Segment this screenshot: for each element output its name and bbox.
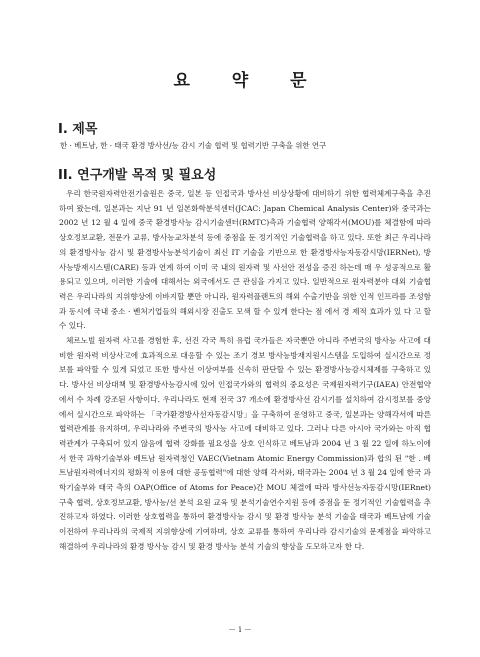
subject-text: 한 · 베트남, 한 · 태국 환경 방사선/능 감시 기술 협력 및 협력기반 구축을 위한 연구 — [60, 141, 327, 150]
purpose-body — [59, 187, 431, 555]
section-heading-subject: I. 제목 — [58, 122, 98, 137]
paragraph: 우리 한국원자력안전기술원은 중국, 일본 등 인접국과 방사선 비상상황에 대비하기 위한 협력체계구축을 추진하여 왔는데, 일본과는 지난 91 년 일본화학분석센터(JCAC: Japan Chemical Analysis Center)와 중국과는 2002 년 12 월 4 일에 중국 환경방사능 감시기술센터(RMTC)측과 기술협력 양해각서(MOU)를 체결함에 따라 상호정보교환, 전문가 교류, 방사능교차분석 등에 중점을 둔 정기적인 기술협력을 하고 있다. 또한 최근 우리나라의 환경방사능 감시 및 환경방사능분석기술이 최신 IT 기술을 기반으로 한 환경방사능자동감시망(IERNet), 방사능방재시스템(CARE) 등과 연계 하여 이미 국 내의 원자력 및 사선안 전성을 증진 하는데 매 우 성공적으로 활용되고 있으며, 이러한 기술에 대해서는 외국에서도 큰 관심을 가지고 있다. 일반적으로 원자력분야 대외 기술협력은 우리나라의 지위향상에 이바지할 뿐만 아니라, 원자력플랜트의 해외 수출기반을 위한 인적 인프라를 조성함과 동시에 국내 중소 · 벤처기업들의 해외시장 진출도 모색 할 수 있게 한다는 점 에서 경 제적 효과가 있 다 고 할 수 있다. — [59, 189, 431, 331]
paragraph: 체르노빌 원자력 사고를 경험한 후, 선진 각국 특히 유럽 국가들은 자국뿐만 아니라 주변국의 방사능 사고에 대비한 원자력 비상사고에 효과적으로 대응할 수 있는 조기 경보 방사능방재지원시스템을 도입하여 실시간으로 정보를 파악할 수 있게 되었고 또한 방사선 이상여부를 신속히 판단할 수 있는 환경방사능감시체제를 구축하고 있다. 방사선 비상대책 및 환경방사능감시에 있어 인접국가와의 협력의 중요성은 국제원자력기구(IAEA) 안전협약에서 수 차례 강조된 사항이다. 우리나라도 현재 전국 37 개소에 환경방사선 감시기를 설치하여 감시정보를 중앙에서 실시간으로 파악하는 「국가환경방사선자동감시망」을 구축하여 운영하고 중국, 일본과는 양해각서에 따른 협력관계를 유지하며, 우리나라와 주변국의 방사능 사고에 대비하고 있다. 그러나 다른 아시아 국가와는 아직 협력관계가 구축되어 있지 않음에 협력 강화를 필요성을 상호 인식하고 베트남과 2004 년 3 월 22 일에 하노이에서 한국 과학기술부와 베트남 원자력청인 VAEC(Vietnam Atomic Energy Commission)과 합의 된 "한 . 베트남원자력에너지의 평화적 이용에 대한 공동협력"에 대한 양해 각서와, 태국과는 2004 년 3 월 24 일에 한국 과학기술부와 태국 측의 OAP(Office of Atoms for Peace)간 MOU 체결에 따라 방사선능자동감시망(IERnet) 구축 협력, 상호정보교환, 방사능/선 분석 요원 교육 및 분석기술연수지원 등에 중점을 둔 정기적인 기술협력을 추진하고자 하였다. 이러한 상호협력을 통하여 환경방사능 감시 및 환경 방사능 분석 기술을 태국과 베트남에 기술 이전하여 우리나라의 국제적 지위향상에 기여하며, 상호 교류를 통하여 우리나라 감시기술의 문제점을 파악하고 해결하여 우리나라의 환경 방사능 감시 및 환경 방사능 분석 기술의 향상을 도모하고자 한 다. — [59, 336, 431, 551]
page-title: 요 약 문 — [173, 71, 325, 91]
section-heading-purpose: II. 연구개발 목적 및 필요성 — [58, 168, 217, 183]
page-number: － i － — [228, 625, 252, 634]
